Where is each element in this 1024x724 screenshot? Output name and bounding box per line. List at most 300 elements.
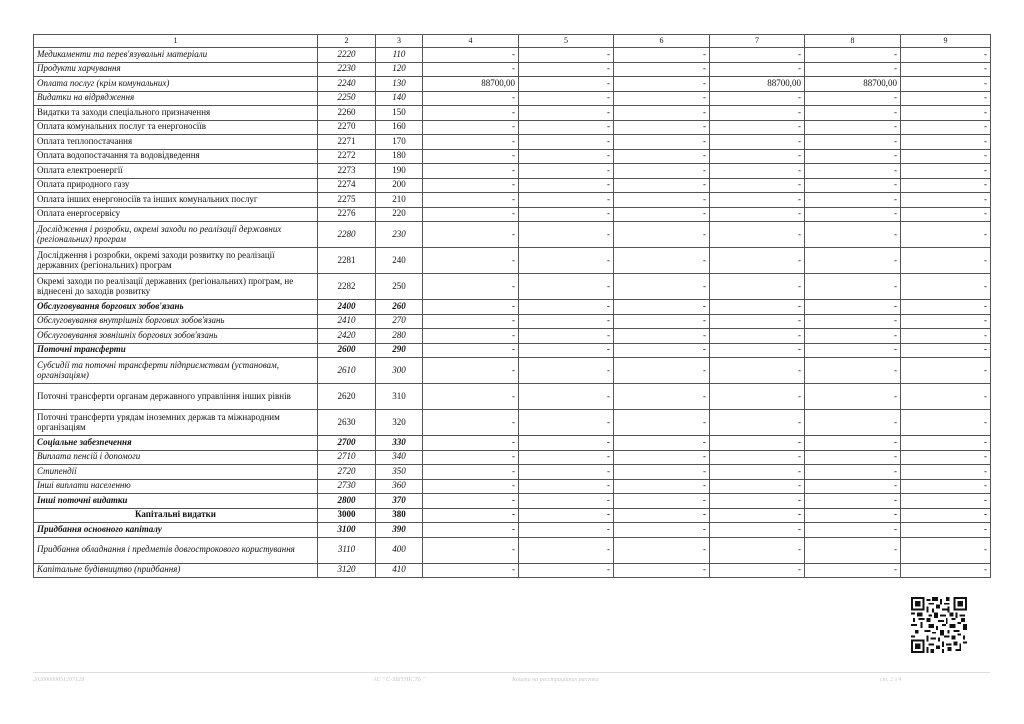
row-value: - (710, 508, 805, 523)
row-value: - (710, 62, 805, 77)
row-line-code: 120 (376, 62, 423, 77)
row-value: - (423, 193, 519, 208)
row-code: 2271 (318, 135, 376, 150)
row-code: 3120 (318, 563, 376, 578)
row-line-code: 310 (376, 384, 423, 410)
row-value: - (614, 523, 710, 538)
column-number-row (34, 35, 991, 48)
column-header: 9 (901, 35, 991, 48)
row-value: - (423, 329, 519, 344)
row-value: - (901, 358, 991, 384)
row-value: - (901, 343, 991, 358)
row-value: - (901, 77, 991, 92)
row-value: - (614, 193, 710, 208)
budget-table (33, 34, 991, 578)
table-row (34, 62, 991, 77)
row-line-code: 280 (376, 329, 423, 344)
row-code: 2275 (318, 193, 376, 208)
row-value: - (423, 91, 519, 106)
row-value: - (805, 563, 901, 578)
row-name: Оплата інших енергоносіїв та інших комунальних послуг (34, 193, 318, 208)
row-value: - (805, 343, 901, 358)
row-value: - (614, 508, 710, 523)
row-value: - (423, 436, 519, 451)
row-value: - (805, 410, 901, 436)
row-value: - (710, 410, 805, 436)
table-row (34, 77, 991, 92)
table-row (34, 479, 991, 494)
row-value: - (710, 314, 805, 329)
row-name: Придбання обладнання і предметів довгострокового користування (34, 537, 318, 563)
row-name: Інші виплати населенню (34, 479, 318, 494)
table-row (34, 436, 991, 451)
row-value: - (901, 248, 991, 274)
row-value: - (423, 410, 519, 436)
row-value: - (614, 120, 710, 135)
row-value: - (614, 343, 710, 358)
row-value: - (710, 465, 805, 480)
row-name: Капітальне будівництво (придбання) (34, 563, 318, 578)
row-value: - (901, 222, 991, 248)
row-value: - (614, 494, 710, 509)
row-name: Видатки та заходи спеціального призначення (34, 106, 318, 121)
row-line-code: 390 (376, 523, 423, 538)
row-value: - (614, 314, 710, 329)
row-code: 2272 (318, 149, 376, 164)
row-line-code: 320 (376, 410, 423, 436)
row-value: - (614, 479, 710, 494)
table-row (34, 314, 991, 329)
row-value: - (423, 358, 519, 384)
row-value: - (901, 62, 991, 77)
row-value: - (519, 77, 614, 92)
row-value: - (805, 106, 901, 121)
row-value: - (901, 149, 991, 164)
table-row (34, 384, 991, 410)
row-value: - (614, 329, 710, 344)
row-value: - (710, 48, 805, 63)
row-value: - (805, 314, 901, 329)
row-name: Оплата послуг (крім комунальних) (34, 77, 318, 92)
row-value: - (614, 436, 710, 451)
row-value: - (805, 523, 901, 538)
row-value: - (423, 106, 519, 121)
row-name: Оплата природного газу (34, 178, 318, 193)
row-code: 2410 (318, 314, 376, 329)
table-row (34, 465, 991, 480)
row-value: - (519, 222, 614, 248)
table-row (34, 274, 991, 300)
row-name: Медикаменти та перев'язувальні матеріали (34, 48, 318, 63)
column-header: 2 (318, 35, 376, 48)
row-value: - (423, 384, 519, 410)
row-code: 2260 (318, 106, 376, 121)
row-value: - (423, 465, 519, 480)
row-value: - (423, 274, 519, 300)
row-value: - (519, 91, 614, 106)
footer-doc-id: 20260000051207128 (33, 677, 84, 683)
row-value: - (901, 494, 991, 509)
row-value: - (805, 149, 901, 164)
row-value: - (519, 329, 614, 344)
row-value: - (423, 207, 519, 222)
row-code: 2800 (318, 494, 376, 509)
row-code: 2250 (318, 91, 376, 106)
row-name: Оплата комунальних послуг та енергоносіїв (34, 120, 318, 135)
row-value: 88700,00 (423, 77, 519, 92)
column-header: 5 (519, 35, 614, 48)
table-row (34, 222, 991, 248)
row-code: 2273 (318, 164, 376, 179)
row-value: - (519, 120, 614, 135)
row-value: - (805, 300, 901, 315)
row-value: - (614, 563, 710, 578)
row-name: Окремі заходи по реалізації державних (регіональних) програм, не віднесені до заходів розвитку (34, 274, 318, 300)
row-value: - (805, 120, 901, 135)
row-line-code: 340 (376, 450, 423, 465)
row-value: - (519, 494, 614, 509)
row-name: Дослідження і розробки, окремі заходи розвитку по реалізації державних (регіональних) програм (34, 248, 318, 274)
row-line-code: 180 (376, 149, 423, 164)
row-value: - (614, 300, 710, 315)
row-value: - (519, 314, 614, 329)
row-line-code: 160 (376, 120, 423, 135)
row-value: - (710, 343, 805, 358)
row-value: - (519, 343, 614, 358)
row-name: Оплата енергосервісу (34, 207, 318, 222)
row-line-code: 170 (376, 135, 423, 150)
row-value: - (901, 207, 991, 222)
row-value: 88700,00 (710, 77, 805, 92)
row-value: - (423, 537, 519, 563)
row-value: - (901, 465, 991, 480)
row-code: 2282 (318, 274, 376, 300)
row-value: - (710, 164, 805, 179)
row-value: - (519, 436, 614, 451)
row-value: - (519, 410, 614, 436)
row-value: - (901, 91, 991, 106)
row-value: - (805, 508, 901, 523)
row-line-code: 360 (376, 479, 423, 494)
table-row (34, 193, 991, 208)
row-value: - (614, 248, 710, 274)
row-code: 2630 (318, 410, 376, 436)
row-value: - (710, 479, 805, 494)
table-row (34, 358, 991, 384)
row-value: - (614, 384, 710, 410)
table-row (34, 329, 991, 344)
row-value: - (614, 62, 710, 77)
row-line-code: 410 (376, 563, 423, 578)
row-value: - (901, 106, 991, 121)
row-value: - (710, 120, 805, 135)
row-line-code: 200 (376, 178, 423, 193)
row-line-code: 230 (376, 222, 423, 248)
table-row (34, 106, 991, 121)
row-value: - (805, 436, 901, 451)
row-value: - (805, 358, 901, 384)
column-header: 3 (376, 35, 423, 48)
row-value: - (614, 410, 710, 436)
row-value: - (710, 537, 805, 563)
row-value: - (519, 274, 614, 300)
row-value: - (805, 329, 901, 344)
row-name: Оплата електроенергії (34, 164, 318, 179)
row-value: - (423, 300, 519, 315)
row-value: - (805, 164, 901, 179)
row-value: - (614, 465, 710, 480)
row-value: - (710, 106, 805, 121)
row-value: - (805, 193, 901, 208)
row-value: - (519, 48, 614, 63)
row-code: 2280 (318, 222, 376, 248)
row-value: - (519, 465, 614, 480)
row-code: 2730 (318, 479, 376, 494)
row-value: - (614, 149, 710, 164)
row-value: - (710, 329, 805, 344)
row-name: Оплата водопостачання та водовідведення (34, 149, 318, 164)
row-value: - (710, 193, 805, 208)
row-code: 3000 (318, 508, 376, 523)
row-value: - (710, 149, 805, 164)
row-value: - (519, 300, 614, 315)
row-code: 2610 (318, 358, 376, 384)
row-code: 2600 (318, 343, 376, 358)
row-name: Дослідження і розробки, окремі заходи по реалізації державних (регіональних) програм (34, 222, 318, 248)
row-code: 2420 (318, 329, 376, 344)
row-value: - (901, 450, 991, 465)
row-value: - (805, 178, 901, 193)
row-value: - (519, 537, 614, 563)
row-value: - (614, 164, 710, 179)
row-line-code: 150 (376, 106, 423, 121)
row-value: - (710, 523, 805, 538)
column-header: 6 (614, 35, 710, 48)
row-code: 2720 (318, 465, 376, 480)
row-value: - (710, 274, 805, 300)
row-value: - (519, 358, 614, 384)
row-value: - (519, 384, 614, 410)
row-value: - (901, 508, 991, 523)
row-value: - (901, 300, 991, 315)
table-row (34, 410, 991, 436)
row-line-code: 220 (376, 207, 423, 222)
row-value: - (710, 91, 805, 106)
column-header: 4 (423, 35, 519, 48)
row-value: - (423, 164, 519, 179)
row-value: - (519, 178, 614, 193)
row-value: - (519, 193, 614, 208)
row-value: - (805, 248, 901, 274)
column-header: 1 (34, 35, 318, 48)
row-value: - (805, 222, 901, 248)
table-row (34, 300, 991, 315)
row-value: - (901, 436, 991, 451)
table-row (34, 508, 991, 523)
row-line-code: 210 (376, 193, 423, 208)
table-row (34, 91, 991, 106)
row-value: - (519, 207, 614, 222)
row-value: - (710, 358, 805, 384)
row-value: - (519, 149, 614, 164)
row-value: - (710, 207, 805, 222)
row-value: - (710, 178, 805, 193)
column-header: 7 (710, 35, 805, 48)
row-value: - (901, 329, 991, 344)
row-value: - (805, 465, 901, 480)
row-value: - (805, 91, 901, 106)
row-value: - (805, 62, 901, 77)
row-value: - (710, 436, 805, 451)
footer-page-number: ст. 2 з 4 (880, 677, 902, 683)
row-name: Обслуговування внутрішніх боргових зобов'язань (34, 314, 318, 329)
row-code: 3110 (318, 537, 376, 563)
row-code: 2220 (318, 48, 376, 63)
row-value: - (710, 384, 805, 410)
row-code: 2240 (318, 77, 376, 92)
row-value: - (519, 450, 614, 465)
row-value: - (710, 563, 805, 578)
row-value: - (423, 178, 519, 193)
row-name: Інші поточні видатки (34, 494, 318, 509)
row-value: - (805, 479, 901, 494)
row-value: - (423, 48, 519, 63)
row-line-code: 370 (376, 494, 423, 509)
table-row (34, 135, 991, 150)
row-value: - (901, 384, 991, 410)
row-code: 2270 (318, 120, 376, 135)
row-value: - (614, 450, 710, 465)
row-name: Придбання основного капіталу (34, 523, 318, 538)
row-value: - (710, 300, 805, 315)
row-value: - (423, 62, 519, 77)
row-value: - (423, 563, 519, 578)
row-value: - (901, 48, 991, 63)
row-value: - (519, 563, 614, 578)
row-code: 3100 (318, 523, 376, 538)
row-line-code: 130 (376, 77, 423, 92)
row-value: - (901, 135, 991, 150)
row-line-code: 260 (376, 300, 423, 315)
row-value: - (901, 563, 991, 578)
row-value: - (710, 135, 805, 150)
row-line-code: 240 (376, 248, 423, 274)
qr-code-icon (911, 597, 967, 653)
table-row (34, 494, 991, 509)
row-value: - (901, 120, 991, 135)
row-value: - (423, 314, 519, 329)
row-name: Виплата пенсій і допомоги (34, 450, 318, 465)
row-name: Поточні трансферти урядам іноземних держав та міжнародним організаціям (34, 410, 318, 436)
table-row (34, 343, 991, 358)
row-value: - (805, 537, 901, 563)
row-value: - (901, 178, 991, 193)
row-line-code: 400 (376, 537, 423, 563)
row-value: - (519, 248, 614, 274)
row-value: - (805, 207, 901, 222)
row-value: - (423, 523, 519, 538)
row-value: - (423, 149, 519, 164)
row-code: 2276 (318, 207, 376, 222)
row-code: 2230 (318, 62, 376, 77)
row-code: 2700 (318, 436, 376, 451)
row-value: - (805, 494, 901, 509)
row-value: - (519, 479, 614, 494)
row-name: Обслуговування зовнішніх боргових зобов'язань (34, 329, 318, 344)
row-value: - (901, 537, 991, 563)
table-row (34, 537, 991, 563)
row-code: 2710 (318, 450, 376, 465)
row-value: - (805, 135, 901, 150)
row-value: - (519, 62, 614, 77)
row-value: - (423, 494, 519, 509)
row-value: - (710, 450, 805, 465)
row-line-code: 350 (376, 465, 423, 480)
table-row (34, 523, 991, 538)
row-name: Видатки на відрядження (34, 91, 318, 106)
row-value: - (423, 450, 519, 465)
row-value: - (614, 135, 710, 150)
row-name: Продукти харчування (34, 62, 318, 77)
row-value: - (614, 91, 710, 106)
row-value: - (614, 48, 710, 63)
row-value: - (805, 450, 901, 465)
row-value: - (614, 207, 710, 222)
footer-doc-title: Кошти на реєстраційних рахунка (512, 677, 599, 683)
row-value: - (423, 135, 519, 150)
row-value: - (901, 314, 991, 329)
row-value: - (423, 479, 519, 494)
table-row (34, 248, 991, 274)
row-value: - (614, 77, 710, 92)
row-value: - (519, 135, 614, 150)
table-row (34, 120, 991, 135)
row-value: - (614, 222, 710, 248)
row-name: Стипендії (34, 465, 318, 480)
row-line-code: 190 (376, 164, 423, 179)
row-value: - (710, 494, 805, 509)
table-row (34, 563, 991, 578)
row-line-code: 250 (376, 274, 423, 300)
row-value: - (519, 508, 614, 523)
row-value: - (901, 523, 991, 538)
row-value: - (614, 274, 710, 300)
table-row (34, 178, 991, 193)
row-value: - (710, 222, 805, 248)
table-row (34, 207, 991, 222)
row-name: Оплата теплопостачання (34, 135, 318, 150)
row-name: Обслуговування боргових зобов'язань (34, 300, 318, 315)
budget-sheet (33, 34, 990, 578)
row-value: - (614, 178, 710, 193)
row-line-code: 300 (376, 358, 423, 384)
row-name: Поточні трансферти (34, 343, 318, 358)
column-header: 8 (805, 35, 901, 48)
row-value: - (805, 274, 901, 300)
row-line-code: 110 (376, 48, 423, 63)
row-name: Капітальні видатки (34, 508, 318, 523)
row-line-code: 380 (376, 508, 423, 523)
table-row (34, 450, 991, 465)
row-line-code: 290 (376, 343, 423, 358)
row-value: - (805, 48, 901, 63)
row-value: - (423, 343, 519, 358)
row-value: - (423, 120, 519, 135)
row-value: - (614, 358, 710, 384)
row-value: - (805, 384, 901, 410)
row-code: 2274 (318, 178, 376, 193)
row-line-code: 140 (376, 91, 423, 106)
